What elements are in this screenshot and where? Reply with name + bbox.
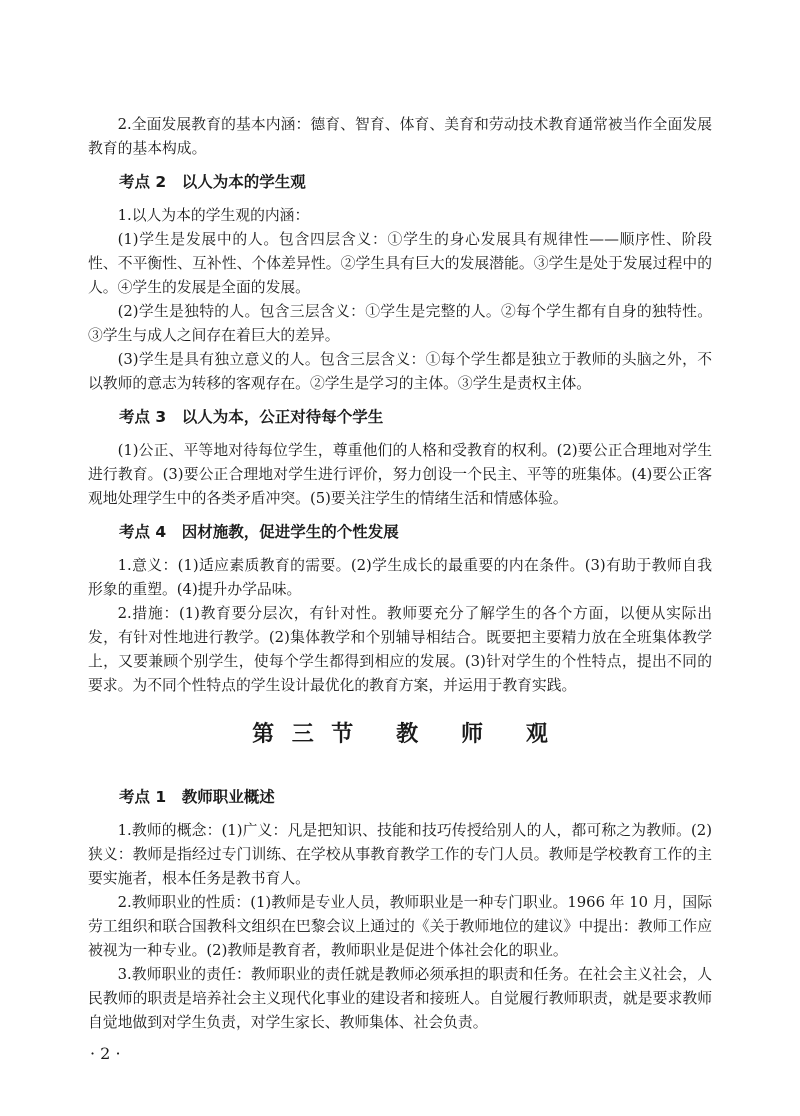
heading-number: 考点 2 xyxy=(119,173,167,191)
heading-title: 教师职业概述 xyxy=(181,788,275,806)
paragraph: 1.教师的概念：(1)广义：凡是把知识、技能和技巧传授给别人的人，都可称之为教师。(2)狭义：教师是指经过专门训练、在学校从事教育教学工作的专门人员。教师是学校教育工作的主要实施者，根本任务是教书育人。 xyxy=(88,822,712,887)
heading-number: 考点 4 xyxy=(119,523,167,541)
paragraph: (3)学生是具有独立意义的人。包含三层含义：①每个学生都是独立于教师的头脑之外，不以教师的意志为转移的客观存在。②学生是学习的主体。③学生是责权主体。 xyxy=(88,351,712,392)
heading-kaodian-3 xyxy=(88,396,712,439)
paragraph: 1.以人为本的学生观的内涵： xyxy=(117,207,310,224)
paragraph: 3.教师职业的责任：教师职业的责任就是教师必须承担的职责和任务。在社会主义社会，人民教师的职责是培养社会主义现代化事业的建设者和接班人。自觉履行教师职责，就是要求教师自觉地做到对学生负责，对学生家长、教师集体、社会负责。 xyxy=(88,966,712,1031)
section-title: 第三节 教 师 观 xyxy=(252,722,566,747)
paragraph: 1.意义：(1)适应素质教育的需要。(2)学生成长的最重要的内在条件。(3)有助于教师自我形象的重塑。(4)提升办学品味。 xyxy=(88,557,712,598)
heading-title: 以人为本的学生观 xyxy=(181,173,306,191)
page-content xyxy=(88,113,712,1035)
heading-kaodian-4 xyxy=(88,511,712,554)
heading-kaodian-2 xyxy=(88,161,712,204)
paragraph: 2.教师职业的性质：(1)教师是专业人员，教师职业是一种专门职业。1966 年 10 月，国际劳工组织和联合国教科文组织在巴黎会议上通过的《关于教师地位的建议》中提出：教师工作应被视为一种专业。(2)教师是教育者，教师职业是促进个体社会化的职业。 xyxy=(88,894,712,959)
heading-number: 考点 1 xyxy=(119,788,167,806)
paragraph: (1)学生是发展中的人。包含四层含义：①学生的身心发展具有规律性——顺序性、阶段性、不平衡性、互补性、个体差异性。②学生具有巨大的发展潜能。③学生是处于发展过程中的人。④学生的发展是全面的发展。 xyxy=(88,231,712,296)
heading-kaodian-1 xyxy=(88,776,712,819)
paragraph-comprehensive-education: 2.全面发展教育的基本内涵：德育、智育、体育、美育和劳动技术教育通常被当作全面发展教育的基本构成。 xyxy=(88,116,712,157)
heading-title: 因材施教，促进学生的个性发展 xyxy=(181,523,399,541)
paragraph: (1)公正、平等地对待每位学生，尊重他们的人格和受教育的权利。(2)要公正合理地对学生进行教育。(3)要公正合理地对学生进行评价，努力创设一个民主、平等的班集体。(4)要公正客观地处理学生中的各类矛盾冲突。(5)要关注学生的情绪生活和情感体验。 xyxy=(88,442,712,507)
paragraph: 2.措施：(1)教育要分层次，有针对性。教师要充分了解学生的各个方面，以便从实际出发，有针对性地进行教学。(2)集体教学和个别辅导相结合。既要把主要精力放在全班集体教学上，又要兼顾个别学生，使每个学生都得到相应的发展。(3)针对学生的个性特点，提出不同的要求。为不同个性特点的学生设计最优化的教育方案，并运用于教育实践。 xyxy=(88,605,712,694)
heading-number: 考点 3 xyxy=(119,408,167,426)
page-number: · 2 · xyxy=(90,1044,121,1063)
heading-title: 以人为本，公正对待每个学生 xyxy=(181,408,384,426)
paragraph: (2)学生是独特的人。包含三层含义：①学生是完整的人。②每个学生都有自身的独特性。③学生与成人之间存在着巨大的差异。 xyxy=(88,303,712,344)
